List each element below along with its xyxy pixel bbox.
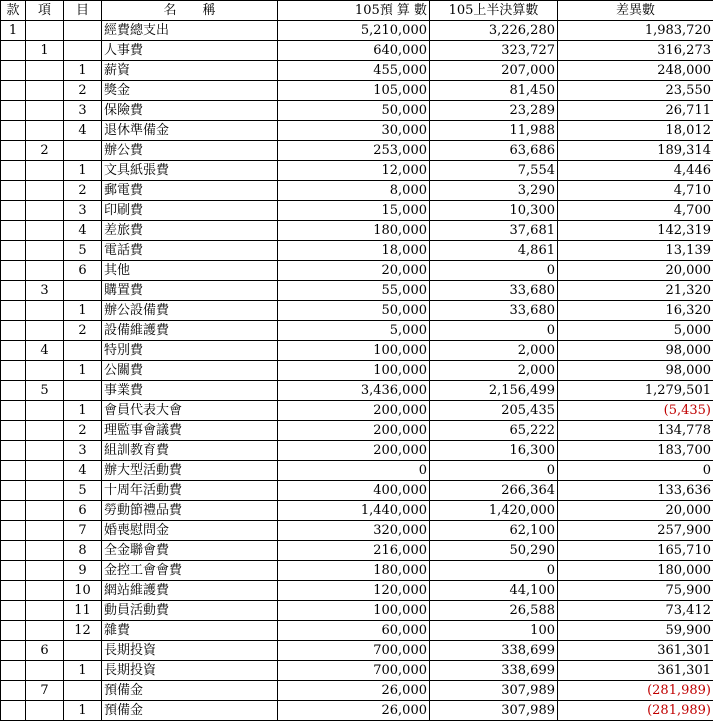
table-row[interactable]	[1, 501, 713, 521]
diff-cell[interactable]: 18,012	[558, 121, 713, 141]
kuan-cell[interactable]	[1, 441, 26, 461]
actual-cell[interactable]: 50,290	[430, 541, 558, 561]
budget-cell[interactable]: 5,210,000	[278, 21, 430, 41]
xiang-cell[interactable]	[26, 461, 64, 481]
table-row[interactable]	[1, 441, 713, 461]
kuan-cell[interactable]	[1, 161, 26, 181]
budget-cell[interactable]: 60,000	[278, 621, 430, 641]
actual-cell[interactable]: 3,290	[430, 181, 558, 201]
xiang-cell[interactable]	[26, 301, 64, 321]
item-name-cell[interactable]: 預備金	[102, 701, 278, 721]
item-name-cell[interactable]: 電話費	[102, 241, 278, 261]
diff-cell[interactable]: (281,989)	[558, 681, 713, 701]
budget-cell[interactable]: 700,000	[278, 661, 430, 681]
table-row[interactable]	[1, 141, 713, 161]
xiang-cell[interactable]	[26, 241, 64, 261]
item-name-cell[interactable]: 購置費	[102, 281, 278, 301]
table-row[interactable]	[1, 181, 713, 201]
item-name-cell[interactable]: 獎金	[102, 81, 278, 101]
header-kuan: 款	[1, 1, 26, 21]
table-row[interactable]	[1, 161, 713, 181]
budget-cell[interactable]: 30,000	[278, 121, 430, 141]
item-name-cell[interactable]: 郵電費	[102, 181, 278, 201]
budget-cell[interactable]: 200,000	[278, 401, 430, 421]
mu-cell[interactable]: 8	[64, 541, 102, 561]
item-name-cell[interactable]: 預備金	[102, 681, 278, 701]
mu-cell[interactable]	[64, 341, 102, 361]
xiang-cell[interactable]	[26, 101, 64, 121]
actual-cell[interactable]: 33,680	[430, 301, 558, 321]
table-row[interactable]	[1, 621, 713, 641]
table-row[interactable]	[1, 681, 713, 701]
diff-cell[interactable]: 4,700	[558, 201, 713, 221]
xiang-cell[interactable]	[26, 561, 64, 581]
budget-cell[interactable]: 253,000	[278, 141, 430, 161]
mu-cell[interactable]: 1	[64, 701, 102, 721]
budget-cell[interactable]: 20,000	[278, 261, 430, 281]
diff-cell[interactable]: 4,446	[558, 161, 713, 181]
actual-cell[interactable]: 100	[430, 621, 558, 641]
actual-cell[interactable]: 16,300	[430, 441, 558, 461]
diff-cell[interactable]: 5,000	[558, 321, 713, 341]
xiang-cell[interactable]: 3	[26, 281, 64, 301]
budget-cell[interactable]: 8,000	[278, 181, 430, 201]
budget-cell[interactable]: 455,000	[278, 61, 430, 81]
mu-cell[interactable]	[64, 681, 102, 701]
xiang-cell[interactable]	[26, 521, 64, 541]
kuan-cell[interactable]	[1, 661, 26, 681]
item-name-cell[interactable]: 十周年活動費	[102, 481, 278, 501]
actual-cell[interactable]: 33,680	[430, 281, 558, 301]
item-name-cell[interactable]: 組訓教育費	[102, 441, 278, 461]
item-name-cell[interactable]: 公關費	[102, 361, 278, 381]
xiang-cell[interactable]	[26, 361, 64, 381]
diff-cell[interactable]: 13,139	[558, 241, 713, 261]
actual-cell[interactable]: 37,681	[430, 221, 558, 241]
actual-cell[interactable]: 0	[430, 461, 558, 481]
diff-cell[interactable]: 98,000	[558, 341, 713, 361]
kuan-cell[interactable]	[1, 201, 26, 221]
actual-cell[interactable]: 1,420,000	[430, 501, 558, 521]
diff-cell[interactable]: 183,700	[558, 441, 713, 461]
actual-cell[interactable]: 0	[430, 321, 558, 341]
table-row[interactable]	[1, 201, 713, 221]
kuan-cell[interactable]	[1, 421, 26, 441]
item-name-cell[interactable]: 雜費	[102, 621, 278, 641]
diff-cell[interactable]: (5,435)	[558, 401, 713, 421]
kuan-cell[interactable]	[1, 701, 26, 721]
actual-cell[interactable]: 0	[430, 261, 558, 281]
xiang-cell[interactable]	[26, 541, 64, 561]
budget-cell[interactable]: 180,000	[278, 561, 430, 581]
diff-cell[interactable]: 20,000	[558, 501, 713, 521]
kuan-cell[interactable]	[1, 481, 26, 501]
table-row[interactable]	[1, 101, 713, 121]
item-name-cell[interactable]: 長期投資	[102, 641, 278, 661]
table-row[interactable]	[1, 81, 713, 101]
item-name-cell[interactable]: 動員活動費	[102, 601, 278, 621]
xiang-cell[interactable]: 7	[26, 681, 64, 701]
kuan-cell[interactable]	[1, 341, 26, 361]
kuan-cell[interactable]	[1, 641, 26, 661]
table-row[interactable]	[1, 61, 713, 81]
kuan-cell[interactable]	[1, 401, 26, 421]
header-budget: 105預 算 數	[278, 1, 430, 21]
item-name-cell[interactable]: 辦公費	[102, 141, 278, 161]
item-name-cell[interactable]: 勞動節禮品費	[102, 501, 278, 521]
item-name-cell[interactable]: 人事費	[102, 41, 278, 61]
mu-cell[interactable]: 3	[64, 441, 102, 461]
diff-cell[interactable]: 73,412	[558, 601, 713, 621]
mu-cell[interactable]: 2	[64, 321, 102, 341]
mu-cell[interactable]: 6	[64, 261, 102, 281]
actual-cell[interactable]: 3,226,280	[430, 21, 558, 41]
budget-cell[interactable]: 50,000	[278, 301, 430, 321]
xiang-cell[interactable]	[26, 501, 64, 521]
mu-cell[interactable]: 1	[64, 401, 102, 421]
mu-cell[interactable]: 5	[64, 241, 102, 261]
kuan-cell[interactable]	[1, 621, 26, 641]
kuan-cell[interactable]	[1, 281, 26, 301]
actual-cell[interactable]: 0	[430, 561, 558, 581]
actual-cell[interactable]: 207,000	[430, 61, 558, 81]
diff-cell[interactable]: 1,983,720	[558, 21, 713, 41]
mu-cell[interactable]	[64, 141, 102, 161]
diff-cell[interactable]: 361,301	[558, 661, 713, 681]
item-name-cell[interactable]: 婚喪慰問金	[102, 521, 278, 541]
diff-cell[interactable]: 23,550	[558, 81, 713, 101]
xiang-cell[interactable]	[26, 661, 64, 681]
table-row[interactable]	[1, 581, 713, 601]
table-row[interactable]	[1, 661, 713, 681]
kuan-cell[interactable]	[1, 461, 26, 481]
kuan-cell[interactable]	[1, 181, 26, 201]
mu-cell[interactable]	[64, 41, 102, 61]
xiang-cell[interactable]	[26, 441, 64, 461]
table-row[interactable]	[1, 301, 713, 321]
diff-cell[interactable]: 16,320	[558, 301, 713, 321]
kuan-cell[interactable]	[1, 301, 26, 321]
xiang-cell[interactable]: 6	[26, 641, 64, 661]
item-name-cell[interactable]: 長期投資	[102, 661, 278, 681]
xiang-cell[interactable]: 1	[26, 41, 64, 61]
xiang-cell[interactable]	[26, 481, 64, 501]
table-row[interactable]	[1, 601, 713, 621]
actual-cell[interactable]: 2,000	[430, 341, 558, 361]
item-name-cell[interactable]: 特別費	[102, 341, 278, 361]
item-name-cell[interactable]: 其他	[102, 261, 278, 281]
table-row[interactable]	[1, 701, 713, 721]
diff-cell[interactable]: 133,636	[558, 481, 713, 501]
actual-cell[interactable]: 23,289	[430, 101, 558, 121]
xiang-cell[interactable]: 5	[26, 381, 64, 401]
mu-cell[interactable]: 11	[64, 601, 102, 621]
diff-cell[interactable]: 257,900	[558, 521, 713, 541]
mu-cell[interactable]: 1	[64, 61, 102, 81]
table-row[interactable]	[1, 561, 713, 581]
diff-cell[interactable]: 1,279,501	[558, 381, 713, 401]
actual-cell[interactable]: 338,699	[430, 641, 558, 661]
table-row[interactable]	[1, 421, 713, 441]
actual-cell[interactable]: 63,686	[430, 141, 558, 161]
xiang-cell[interactable]: 2	[26, 141, 64, 161]
item-name-cell[interactable]: 金控工會會費	[102, 561, 278, 581]
budget-cell[interactable]: 200,000	[278, 441, 430, 461]
item-name-cell[interactable]: 網站維護費	[102, 581, 278, 601]
item-name-cell[interactable]: 退休準備金	[102, 121, 278, 141]
item-name-cell[interactable]: 辦大型活動費	[102, 461, 278, 481]
item-name-cell[interactable]: 辦公設備費	[102, 301, 278, 321]
actual-cell[interactable]: 307,989	[430, 681, 558, 701]
diff-cell[interactable]: 165,710	[558, 541, 713, 561]
diff-cell[interactable]: 180,000	[558, 561, 713, 581]
actual-cell[interactable]: 65,222	[430, 421, 558, 441]
mu-cell[interactable]: 3	[64, 101, 102, 121]
budget-cell[interactable]: 100,000	[278, 341, 430, 361]
table-row[interactable]	[1, 21, 713, 41]
table-row[interactable]	[1, 41, 713, 61]
budget-cell[interactable]: 100,000	[278, 361, 430, 381]
mu-cell[interactable]: 4	[64, 121, 102, 141]
table-row[interactable]	[1, 341, 713, 361]
kuan-cell[interactable]	[1, 241, 26, 261]
table-row[interactable]	[1, 461, 713, 481]
xiang-cell[interactable]	[26, 581, 64, 601]
actual-cell[interactable]: 7,554	[430, 161, 558, 181]
diff-cell[interactable]: 20,000	[558, 261, 713, 281]
actual-cell[interactable]: 44,100	[430, 581, 558, 601]
budget-cell[interactable]: 200,000	[278, 421, 430, 441]
budget-cell[interactable]: 1,440,000	[278, 501, 430, 521]
item-name-cell[interactable]: 保險費	[102, 101, 278, 121]
mu-cell[interactable]: 7	[64, 521, 102, 541]
table-row[interactable]	[1, 321, 713, 341]
actual-cell[interactable]: 266,364	[430, 481, 558, 501]
kuan-cell[interactable]	[1, 121, 26, 141]
actual-cell[interactable]: 62,100	[430, 521, 558, 541]
header-mu: 目	[64, 1, 102, 21]
actual-cell[interactable]: 10,300	[430, 201, 558, 221]
table-row[interactable]	[1, 121, 713, 141]
kuan-cell[interactable]: 1	[1, 21, 26, 41]
mu-cell[interactable]: 1	[64, 661, 102, 681]
mu-cell[interactable]: 1	[64, 301, 102, 321]
kuan-cell[interactable]	[1, 561, 26, 581]
mu-cell[interactable]: 2	[64, 421, 102, 441]
kuan-cell[interactable]	[1, 581, 26, 601]
item-name-cell[interactable]: 全金聯會費	[102, 541, 278, 561]
kuan-cell[interactable]	[1, 221, 26, 241]
table-row[interactable]	[1, 281, 713, 301]
diff-cell[interactable]: 4,710	[558, 181, 713, 201]
mu-cell[interactable]	[64, 21, 102, 41]
mu-cell[interactable]: 5	[64, 481, 102, 501]
budget-cell[interactable]: 120,000	[278, 581, 430, 601]
kuan-cell[interactable]	[1, 501, 26, 521]
header-name: 名 稱	[102, 1, 278, 21]
budget-cell[interactable]: 55,000	[278, 281, 430, 301]
diff-cell[interactable]: (281,989)	[558, 701, 713, 721]
mu-cell[interactable]	[64, 281, 102, 301]
xiang-cell[interactable]	[26, 201, 64, 221]
mu-cell[interactable]	[64, 381, 102, 401]
budget-cell[interactable]: 3,436,000	[278, 381, 430, 401]
mu-cell[interactable]: 4	[64, 221, 102, 241]
xiang-cell[interactable]	[26, 321, 64, 341]
budget-cell[interactable]: 105,000	[278, 81, 430, 101]
actual-cell[interactable]: 81,450	[430, 81, 558, 101]
header-row	[1, 1, 713, 21]
budget-cell[interactable]: 320,000	[278, 521, 430, 541]
actual-cell[interactable]: 338,699	[430, 661, 558, 681]
budget-cell[interactable]: 26,000	[278, 681, 430, 701]
mu-cell[interactable]: 10	[64, 581, 102, 601]
xiang-cell[interactable]	[26, 221, 64, 241]
kuan-cell[interactable]	[1, 61, 26, 81]
budget-cell[interactable]: 180,000	[278, 221, 430, 241]
table-row[interactable]	[1, 641, 713, 661]
mu-cell[interactable]: 12	[64, 621, 102, 641]
xiang-cell[interactable]	[26, 61, 64, 81]
diff-cell[interactable]: 361,301	[558, 641, 713, 661]
table-row[interactable]	[1, 241, 713, 261]
actual-cell[interactable]: 323,727	[430, 41, 558, 61]
table-row[interactable]	[1, 221, 713, 241]
header-diff: 差異數	[558, 1, 713, 21]
diff-cell[interactable]: 0	[558, 461, 713, 481]
actual-cell[interactable]: 26,588	[430, 601, 558, 621]
item-name-cell[interactable]: 文具紙張費	[102, 161, 278, 181]
actual-cell[interactable]: 307,989	[430, 701, 558, 721]
budget-cell[interactable]: 50,000	[278, 101, 430, 121]
kuan-cell[interactable]	[1, 261, 26, 281]
budget-cell[interactable]: 640,000	[278, 41, 430, 61]
xiang-cell[interactable]	[26, 701, 64, 721]
table-row[interactable]	[1, 381, 713, 401]
budget-cell[interactable]: 216,000	[278, 541, 430, 561]
xiang-cell[interactable]	[26, 261, 64, 281]
mu-cell[interactable]: 1	[64, 361, 102, 381]
item-name-cell[interactable]: 事業費	[102, 381, 278, 401]
table-row[interactable]	[1, 521, 713, 541]
xiang-cell[interactable]	[26, 401, 64, 421]
kuan-cell[interactable]	[1, 681, 26, 701]
mu-cell[interactable]	[64, 641, 102, 661]
diff-cell[interactable]: 189,314	[558, 141, 713, 161]
header-actual: 105上半決算數	[430, 1, 558, 21]
budget-cell[interactable]: 26,000	[278, 701, 430, 721]
xiang-cell[interactable]	[26, 421, 64, 441]
item-name-cell[interactable]: 設備維護費	[102, 321, 278, 341]
actual-cell[interactable]: 2,000	[430, 361, 558, 381]
actual-cell[interactable]: 2,156,499	[430, 381, 558, 401]
actual-cell[interactable]: 205,435	[430, 401, 558, 421]
xiang-cell[interactable]	[26, 161, 64, 181]
kuan-cell[interactable]	[1, 601, 26, 621]
kuan-cell[interactable]	[1, 141, 26, 161]
xiang-cell[interactable]	[26, 181, 64, 201]
xiang-cell[interactable]	[26, 81, 64, 101]
budget-cell[interactable]: 18,000	[278, 241, 430, 261]
kuan-cell[interactable]	[1, 541, 26, 561]
table-row[interactable]	[1, 361, 713, 381]
diff-cell[interactable]: 248,000	[558, 61, 713, 81]
diff-cell[interactable]: 134,778	[558, 421, 713, 441]
kuan-cell[interactable]	[1, 361, 26, 381]
diff-cell[interactable]: 21,320	[558, 281, 713, 301]
item-name-cell[interactable]: 理監事會議費	[102, 421, 278, 441]
actual-cell[interactable]: 11,988	[430, 121, 558, 141]
table-row[interactable]	[1, 261, 713, 281]
diff-cell[interactable]: 142,319	[558, 221, 713, 241]
kuan-cell[interactable]	[1, 321, 26, 341]
item-name-cell[interactable]: 經費總支出	[102, 21, 278, 41]
kuan-cell[interactable]	[1, 521, 26, 541]
diff-cell[interactable]: 26,711	[558, 101, 713, 121]
xiang-cell[interactable]	[26, 121, 64, 141]
budget-cell[interactable]: 700,000	[278, 641, 430, 661]
table-row[interactable]	[1, 401, 713, 421]
mu-cell[interactable]: 4	[64, 461, 102, 481]
kuan-cell[interactable]	[1, 81, 26, 101]
mu-cell[interactable]: 2	[64, 181, 102, 201]
diff-cell[interactable]: 75,900	[558, 581, 713, 601]
kuan-cell[interactable]	[1, 41, 26, 61]
item-name-cell[interactable]: 會員代表大會	[102, 401, 278, 421]
mu-cell[interactable]: 6	[64, 501, 102, 521]
budget-cell[interactable]: 100,000	[278, 601, 430, 621]
budget-cell[interactable]: 400,000	[278, 481, 430, 501]
diff-cell[interactable]: 59,900	[558, 621, 713, 641]
table-row[interactable]	[1, 481, 713, 501]
diff-cell[interactable]: 316,273	[558, 41, 713, 61]
kuan-cell[interactable]	[1, 101, 26, 121]
mu-cell[interactable]: 9	[64, 561, 102, 581]
xiang-cell[interactable]	[26, 601, 64, 621]
item-name-cell[interactable]: 差旅費	[102, 221, 278, 241]
actual-cell[interactable]: 4,861	[430, 241, 558, 261]
budget-cell[interactable]: 15,000	[278, 201, 430, 221]
diff-cell[interactable]: 98,000	[558, 361, 713, 381]
table-row[interactable]	[1, 541, 713, 561]
header-xiang: 項	[26, 1, 64, 21]
budget-cell[interactable]: 12,000	[278, 161, 430, 181]
item-name-cell[interactable]: 印刷費	[102, 201, 278, 221]
kuan-cell[interactable]	[1, 381, 26, 401]
mu-cell[interactable]: 1	[64, 161, 102, 181]
budget-cell[interactable]: 5,000	[278, 321, 430, 341]
budget-cell[interactable]: 0	[278, 461, 430, 481]
mu-cell[interactable]: 2	[64, 81, 102, 101]
item-name-cell[interactable]: 薪資	[102, 61, 278, 81]
mu-cell[interactable]: 3	[64, 201, 102, 221]
xiang-cell[interactable]	[26, 21, 64, 41]
xiang-cell[interactable]	[26, 621, 64, 641]
xiang-cell[interactable]: 4	[26, 341, 64, 361]
